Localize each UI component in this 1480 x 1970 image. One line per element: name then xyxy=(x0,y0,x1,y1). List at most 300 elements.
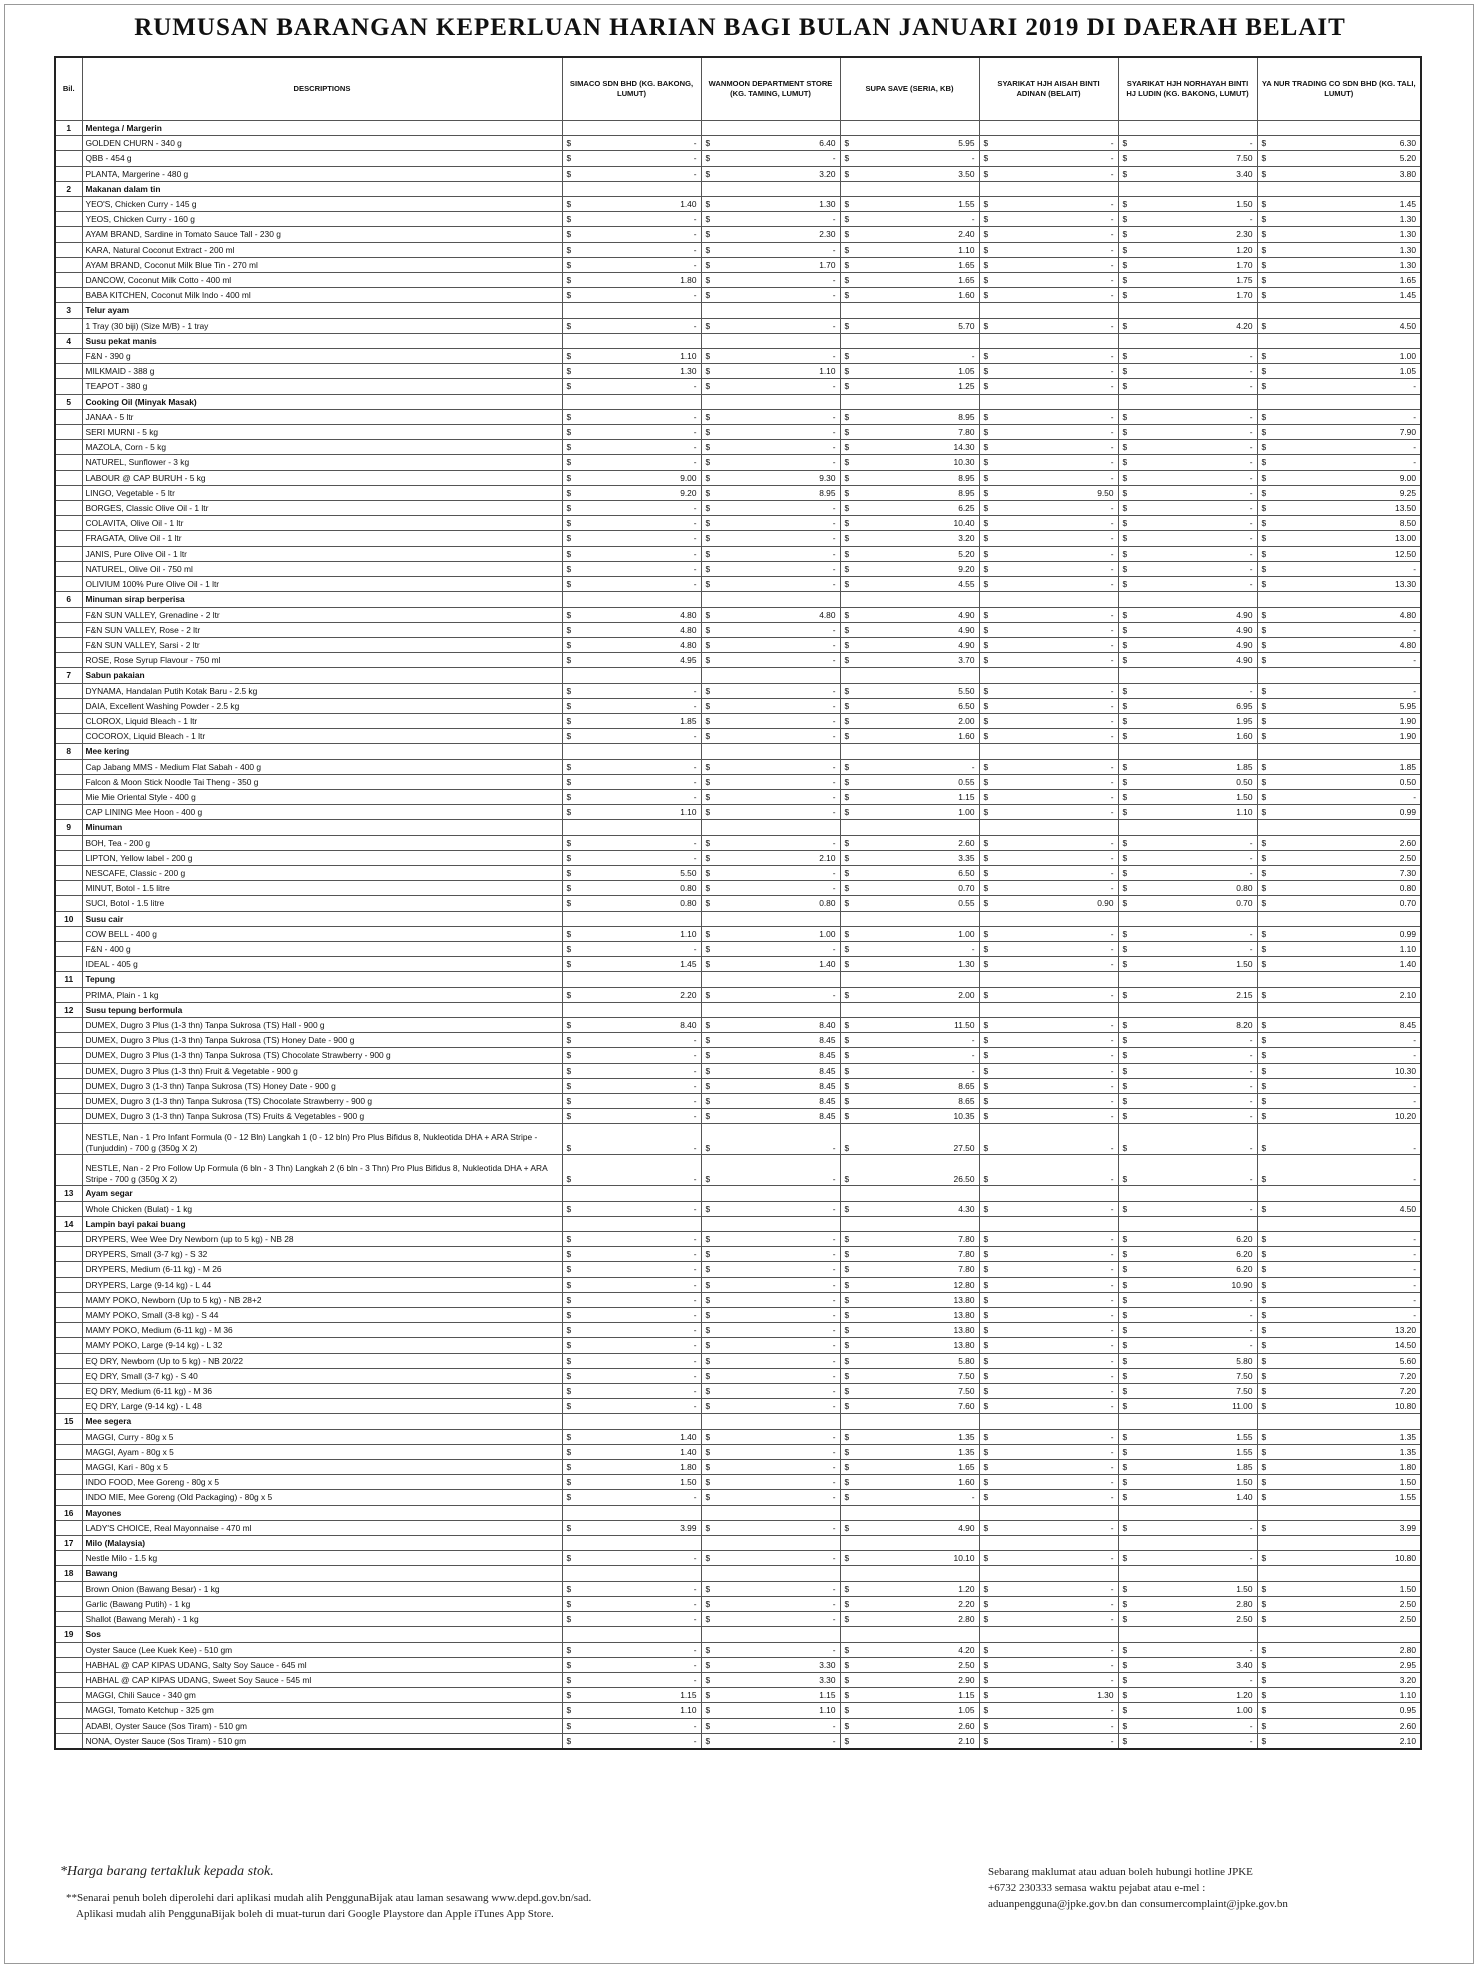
currency-symbol: $ xyxy=(705,1294,711,1305)
item-number xyxy=(55,1460,82,1475)
price-cell xyxy=(1118,1642,1257,1657)
price-cell xyxy=(701,1718,840,1733)
item-description: KARA, Natural Coconut Extract - 200 ml xyxy=(82,242,562,257)
price-cell xyxy=(840,987,979,1002)
item-description: BABA KITCHEN, Coconut Milk Indo - 400 ml xyxy=(82,288,562,303)
price-cell xyxy=(1118,987,1257,1002)
currency-symbol: $ xyxy=(1261,275,1267,286)
price-cell xyxy=(562,1612,701,1627)
price-value: - xyxy=(832,214,836,225)
item-description: FRAGATA, Olive Oil - 1 ltr xyxy=(82,531,562,546)
currency-symbol: $ xyxy=(1122,290,1128,301)
currency-symbol: $ xyxy=(705,244,711,255)
price-value: - xyxy=(832,1477,836,1488)
category-name: Mee kering xyxy=(82,744,562,759)
price-cell xyxy=(840,1155,979,1186)
price-cell xyxy=(701,698,840,713)
price-value: 1.80 xyxy=(680,1462,697,1473)
price-cell xyxy=(562,1201,701,1216)
price-cell xyxy=(701,622,840,637)
price-cell xyxy=(1257,896,1421,911)
price-cell xyxy=(840,166,979,181)
header-store-3: SUPA SAVE (SERIA, KB) xyxy=(840,57,979,121)
empty-cell xyxy=(701,1186,840,1201)
item-row xyxy=(55,1718,1421,1733)
price-value: 2.80 xyxy=(958,1614,975,1625)
price-cell xyxy=(562,531,701,546)
item-row xyxy=(55,1596,1421,1611)
price-cell xyxy=(701,1581,840,1596)
price-cell xyxy=(1257,1201,1421,1216)
price-value: 0.55 xyxy=(958,898,975,909)
footnote-app xyxy=(66,1890,886,1922)
item-number xyxy=(55,1551,82,1566)
currency-symbol: $ xyxy=(566,1553,572,1564)
price-cell xyxy=(979,1642,1118,1657)
item-description: Mie Mie Oriental Style - 400 g xyxy=(82,789,562,804)
currency-symbol: $ xyxy=(1122,731,1128,742)
currency-symbol: $ xyxy=(1261,1492,1267,1503)
currency-symbol: $ xyxy=(844,1386,850,1397)
price-value: - xyxy=(1249,503,1253,514)
price-value: 1.05 xyxy=(958,366,975,377)
price-cell xyxy=(1118,1581,1257,1596)
empty-cell xyxy=(840,394,979,409)
empty-cell xyxy=(840,1505,979,1520)
price-value: - xyxy=(1249,427,1253,438)
currency-symbol: $ xyxy=(566,1294,572,1305)
price-value: 2.10 xyxy=(1399,1735,1416,1746)
price-value: - xyxy=(1110,655,1114,666)
currency-symbol: $ xyxy=(983,989,989,1000)
price-cell xyxy=(1118,1048,1257,1063)
price-cell xyxy=(979,1201,1118,1216)
price-value: 1.10 xyxy=(1399,1690,1416,1701)
empty-cell xyxy=(1118,1566,1257,1581)
price-value: - xyxy=(693,1143,697,1154)
price-cell xyxy=(1257,531,1421,546)
price-cell xyxy=(701,318,840,333)
price-cell xyxy=(701,288,840,303)
price-value: 1.40 xyxy=(819,959,836,970)
price-cell xyxy=(562,1262,701,1277)
price-value: - xyxy=(1110,1401,1114,1412)
price-value: - xyxy=(1110,685,1114,696)
price-value: - xyxy=(1249,852,1253,863)
item-description: MAGGI, Kari - 80g x 5 xyxy=(82,1460,562,1475)
currency-symbol: $ xyxy=(983,639,989,650)
currency-symbol: $ xyxy=(705,1080,711,1091)
currency-symbol: $ xyxy=(705,1249,711,1260)
currency-symbol: $ xyxy=(983,351,989,362)
price-value: - xyxy=(832,153,836,164)
currency-symbol: $ xyxy=(1122,1370,1128,1381)
price-value: 7.50 xyxy=(1236,153,1253,164)
currency-symbol: $ xyxy=(1122,1614,1128,1625)
currency-symbol: $ xyxy=(705,959,711,970)
item-number xyxy=(55,1338,82,1353)
currency-symbol: $ xyxy=(1122,168,1128,179)
item-number xyxy=(55,1262,82,1277)
price-cell xyxy=(840,835,979,850)
price-cell xyxy=(840,1551,979,1566)
price-cell xyxy=(840,1642,979,1657)
empty-cell xyxy=(979,1216,1118,1231)
currency-symbol: $ xyxy=(705,1143,711,1154)
currency-symbol: $ xyxy=(983,472,989,483)
item-row xyxy=(55,1353,1421,1368)
price-value: - xyxy=(693,1720,697,1731)
price-value: 2.50 xyxy=(1399,1598,1416,1609)
currency-symbol: $ xyxy=(1122,1690,1128,1701)
price-cell xyxy=(562,1078,701,1093)
price-cell xyxy=(701,850,840,865)
item-row xyxy=(55,1657,1421,1672)
currency-symbol: $ xyxy=(1261,1705,1267,1716)
item-row xyxy=(55,622,1421,637)
price-value: 7.80 xyxy=(958,1264,975,1275)
price-cell xyxy=(979,805,1118,820)
price-cell xyxy=(1257,698,1421,713)
empty-cell xyxy=(701,1002,840,1017)
price-value: - xyxy=(693,1659,697,1670)
price-value: - xyxy=(1413,1264,1416,1275)
price-cell xyxy=(979,501,1118,516)
empty-cell xyxy=(1257,744,1421,759)
price-value: - xyxy=(693,1234,697,1245)
price-cell xyxy=(979,835,1118,850)
price-value: - xyxy=(1110,1310,1114,1321)
currency-symbol: $ xyxy=(1122,761,1128,772)
price-cell xyxy=(840,683,979,698)
price-value: - xyxy=(832,1553,836,1564)
price-cell xyxy=(840,425,979,440)
item-row xyxy=(55,926,1421,941)
price-value: 7.80 xyxy=(958,1234,975,1245)
currency-symbol: $ xyxy=(1122,1065,1128,1076)
price-value: 1.50 xyxy=(680,1477,697,1488)
item-description: MAZOLA, Corn - 5 kg xyxy=(82,440,562,455)
currency-symbol: $ xyxy=(566,731,572,742)
price-cell xyxy=(1257,349,1421,364)
currency-symbol: $ xyxy=(983,1340,989,1351)
price-cell xyxy=(979,1033,1118,1048)
item-description: ROSE, Rose Syrup Flavour - 750 ml xyxy=(82,653,562,668)
category-name: Mee segera xyxy=(82,1414,562,1429)
price-value: 4.90 xyxy=(958,639,975,650)
price-value: 0.80 xyxy=(1399,883,1416,894)
price-value: - xyxy=(832,381,836,392)
currency-symbol: $ xyxy=(844,1325,850,1336)
price-cell xyxy=(701,1688,840,1703)
currency-symbol: $ xyxy=(566,1355,572,1366)
price-value: - xyxy=(693,1644,697,1655)
price-value: - xyxy=(1110,579,1114,590)
currency-symbol: $ xyxy=(566,442,572,453)
price-value: 0.50 xyxy=(1236,776,1253,787)
empty-cell xyxy=(979,1566,1118,1581)
item-description: DUMEX, Dugro 3 (1-3 thn) Tanpa Sukrosa (TS) Honey Date - 900 g xyxy=(82,1078,562,1093)
price-cell xyxy=(840,1475,979,1490)
price-value: 1.90 xyxy=(1399,715,1416,726)
price-cell xyxy=(701,789,840,804)
price-cell xyxy=(1257,197,1421,212)
price-value: 3.99 xyxy=(1399,1522,1416,1533)
price-value: - xyxy=(832,290,836,301)
item-row xyxy=(55,1247,1421,1262)
currency-symbol: $ xyxy=(705,1522,711,1533)
price-value: - xyxy=(971,214,975,225)
item-number xyxy=(55,607,82,622)
currency-symbol: $ xyxy=(566,153,572,164)
empty-cell xyxy=(562,1505,701,1520)
empty-cell xyxy=(562,820,701,835)
currency-symbol: $ xyxy=(1261,1355,1267,1366)
currency-symbol: $ xyxy=(566,761,572,772)
currency-symbol: $ xyxy=(1261,579,1267,590)
currency-symbol: $ xyxy=(844,1340,850,1351)
price-cell xyxy=(979,1520,1118,1535)
currency-symbol: $ xyxy=(844,1492,850,1503)
header-store-5: SYARIKAT HJH NORHAYAH BINTI HJ LUDIN (KG. BAKONG, LUMUT) xyxy=(1118,57,1257,121)
price-cell xyxy=(562,1323,701,1338)
price-cell xyxy=(840,1733,979,1749)
price-cell xyxy=(840,789,979,804)
currency-symbol: $ xyxy=(1122,1462,1128,1473)
currency-symbol: $ xyxy=(983,1705,989,1716)
price-value: 1.95 xyxy=(1236,715,1253,726)
price-value: - xyxy=(693,518,697,529)
item-number xyxy=(55,1094,82,1109)
price-cell xyxy=(562,546,701,561)
price-value: 1.50 xyxy=(1236,791,1253,802)
currency-symbol: $ xyxy=(1122,214,1128,225)
empty-cell xyxy=(562,333,701,348)
item-description: OLIVIUM 100% Pure Olive Oil - 1 ltr xyxy=(82,577,562,592)
price-value: 2.95 xyxy=(1399,1659,1416,1670)
currency-symbol: $ xyxy=(844,1553,850,1564)
price-cell xyxy=(840,1017,979,1032)
price-value: - xyxy=(832,320,836,331)
price-value: - xyxy=(971,1065,975,1076)
category-number: 10 xyxy=(55,911,82,926)
price-cell xyxy=(979,455,1118,470)
price-value: 1.45 xyxy=(1399,199,1416,210)
price-value: 1.55 xyxy=(1399,1492,1416,1503)
price-value: - xyxy=(1110,715,1114,726)
currency-symbol: $ xyxy=(1122,1522,1128,1533)
price-value: - xyxy=(693,259,697,270)
currency-symbol: $ xyxy=(705,943,711,954)
price-value: 8.40 xyxy=(819,1019,836,1030)
item-description: F&N - 390 g xyxy=(82,349,562,364)
currency-symbol: $ xyxy=(1122,1143,1128,1154)
price-cell xyxy=(562,318,701,333)
price-value: 8.45 xyxy=(819,1035,836,1046)
currency-symbol: $ xyxy=(1122,1325,1128,1336)
item-number xyxy=(55,1703,82,1718)
currency-symbol: $ xyxy=(983,883,989,894)
currency-symbol: $ xyxy=(1122,898,1128,909)
price-value: - xyxy=(1413,563,1416,574)
item-number xyxy=(55,166,82,181)
currency-symbol: $ xyxy=(1261,655,1267,666)
empty-cell xyxy=(840,1414,979,1429)
empty-cell xyxy=(979,333,1118,348)
price-cell xyxy=(1257,273,1421,288)
currency-symbol: $ xyxy=(844,1050,850,1061)
price-cell xyxy=(701,941,840,956)
price-value: - xyxy=(693,138,697,149)
price-value: - xyxy=(1413,1035,1416,1046)
item-description: F&N SUN VALLEY, Sarsi - 2 ltr xyxy=(82,637,562,652)
item-row xyxy=(55,470,1421,485)
currency-symbol: $ xyxy=(705,259,711,270)
price-cell xyxy=(840,1490,979,1505)
currency-symbol: $ xyxy=(705,852,711,863)
price-value: 4.90 xyxy=(1236,655,1253,666)
price-cell xyxy=(1257,1429,1421,1444)
price-cell xyxy=(840,1353,979,1368)
price-cell xyxy=(979,926,1118,941)
currency-symbol: $ xyxy=(983,1019,989,1030)
currency-symbol: $ xyxy=(705,731,711,742)
price-cell xyxy=(1118,136,1257,151)
currency-symbol: $ xyxy=(705,624,711,635)
price-cell xyxy=(701,896,840,911)
price-value: - xyxy=(832,427,836,438)
price-cell xyxy=(979,257,1118,272)
currency-symbol: $ xyxy=(1261,259,1267,270)
currency-symbol: $ xyxy=(705,1674,711,1685)
price-cell xyxy=(562,941,701,956)
price-cell xyxy=(1118,1063,1257,1078)
price-value: - xyxy=(832,442,836,453)
price-value: 10.20 xyxy=(1395,1111,1416,1122)
currency-symbol: $ xyxy=(1261,1462,1267,1473)
currency-symbol: $ xyxy=(844,1234,850,1245)
price-cell xyxy=(840,1262,979,1277)
empty-cell xyxy=(701,1414,840,1429)
item-row xyxy=(55,774,1421,789)
empty-cell xyxy=(1118,394,1257,409)
category-number: 18 xyxy=(55,1566,82,1581)
currency-symbol: $ xyxy=(1122,1203,1128,1214)
currency-symbol: $ xyxy=(1122,1035,1128,1046)
price-cell xyxy=(840,865,979,880)
currency-symbol: $ xyxy=(705,639,711,650)
currency-symbol: $ xyxy=(1261,624,1267,635)
price-cell xyxy=(1118,242,1257,257)
page-title: RUMUSAN BARANGAN KEPERLUAN HARIAN BAGI BULAN JANUARI 2019 DI DAERAH BELAIT xyxy=(134,14,1346,41)
price-cell xyxy=(979,1063,1118,1078)
price-value: 1.15 xyxy=(819,1690,836,1701)
item-row xyxy=(55,881,1421,896)
price-value: - xyxy=(1413,624,1416,635)
item-number xyxy=(55,1657,82,1672)
item-row xyxy=(55,941,1421,956)
price-value: - xyxy=(832,457,836,468)
currency-symbol: $ xyxy=(566,1174,572,1185)
price-value: 4.80 xyxy=(680,609,697,620)
price-value: - xyxy=(832,1614,836,1625)
price-cell xyxy=(979,1292,1118,1307)
price-value: - xyxy=(1110,989,1114,1000)
currency-symbol: $ xyxy=(1261,928,1267,939)
item-row xyxy=(55,212,1421,227)
price-cell xyxy=(562,1672,701,1687)
price-value: - xyxy=(832,1492,836,1503)
currency-symbol: $ xyxy=(983,579,989,590)
price-cell xyxy=(1118,789,1257,804)
currency-symbol: $ xyxy=(983,898,989,909)
currency-symbol: $ xyxy=(705,715,711,726)
price-value: - xyxy=(1249,685,1253,696)
price-value: 1.30 xyxy=(1399,244,1416,255)
empty-cell xyxy=(840,972,979,987)
price-cell xyxy=(840,440,979,455)
price-value: - xyxy=(693,761,697,772)
currency-symbol: $ xyxy=(1261,472,1267,483)
price-cell xyxy=(1118,1338,1257,1353)
price-cell xyxy=(562,136,701,151)
item-description: DUMEX, Dugro 3 Plus (1-3 thn) Tanpa Sukrosa (TS) Chocolate Strawberry - 900 g xyxy=(82,1048,562,1063)
price-cell xyxy=(701,1232,840,1247)
price-value: - xyxy=(1110,609,1114,620)
price-cell xyxy=(1118,1672,1257,1687)
item-number xyxy=(55,1612,82,1627)
category-row xyxy=(55,1216,1421,1231)
currency-symbol: $ xyxy=(983,700,989,711)
currency-symbol: $ xyxy=(566,1249,572,1260)
price-cell xyxy=(979,1460,1118,1475)
price-value: - xyxy=(832,943,836,954)
price-cell xyxy=(562,242,701,257)
item-description: HABHAL @ CAP KIPAS UDANG, Sweet Soy Sauce - 545 ml xyxy=(82,1672,562,1687)
price-cell xyxy=(1118,1201,1257,1216)
currency-symbol: $ xyxy=(844,639,850,650)
currency-symbol: $ xyxy=(566,259,572,270)
empty-cell xyxy=(562,394,701,409)
price-cell xyxy=(1257,485,1421,500)
price-cell xyxy=(562,1703,701,1718)
price-cell xyxy=(840,242,979,257)
currency-symbol: $ xyxy=(1122,548,1128,559)
price-value: - xyxy=(693,700,697,711)
price-cell xyxy=(562,425,701,440)
empty-cell xyxy=(701,1566,840,1581)
item-row xyxy=(55,1338,1421,1353)
price-value: - xyxy=(693,411,697,422)
category-number: 15 xyxy=(55,1414,82,1429)
currency-symbol: $ xyxy=(566,1446,572,1457)
empty-cell xyxy=(1118,1536,1257,1551)
price-cell xyxy=(840,577,979,592)
item-description: CAP LINING Mee Hoon - 400 g xyxy=(82,805,562,820)
currency-symbol: $ xyxy=(844,1659,850,1670)
price-value: - xyxy=(1110,1035,1114,1046)
price-cell xyxy=(1257,850,1421,865)
item-number xyxy=(55,197,82,212)
currency-symbol: $ xyxy=(1122,366,1128,377)
currency-symbol: $ xyxy=(1261,1065,1267,1076)
price-value: - xyxy=(1110,700,1114,711)
currency-symbol: $ xyxy=(1261,442,1267,453)
currency-symbol: $ xyxy=(1261,229,1267,240)
currency-symbol: $ xyxy=(983,1035,989,1046)
price-cell xyxy=(1118,622,1257,637)
currency-symbol: $ xyxy=(705,214,711,225)
